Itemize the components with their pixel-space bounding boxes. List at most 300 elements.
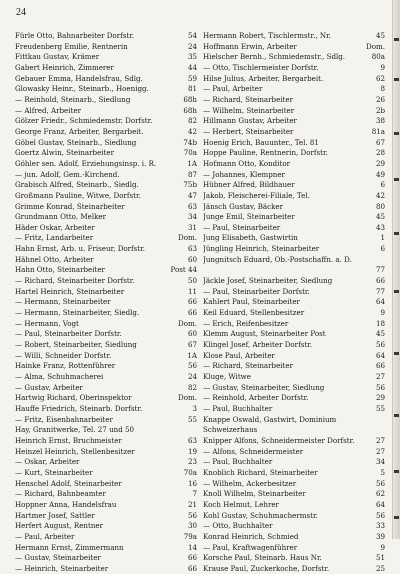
directory-entry: [203, 159, 385, 170]
entry-house-number: 49: [375, 169, 385, 179]
entry-name: — Robert, Steinarbeiter, Siedlung: [15, 340, 137, 350]
directory-entry: [15, 84, 197, 95]
entry-name: Hoffmann Erwin, Arbeiter: [203, 41, 297, 51]
entry-house-number: 80: [375, 201, 385, 211]
entry-name: — Reinhold, Steinarb., Siedlung: [15, 94, 131, 104]
edge-mark: [394, 78, 399, 81]
entry-name: — Alfons, Schneidermeister: [203, 446, 304, 456]
directory-entry: [15, 287, 197, 298]
entry-name: — Richard, Steinarbeiter Dorfstr.: [15, 276, 135, 286]
entry-house-number: 81: [187, 84, 197, 94]
entry-name: Glowasky Heinr., Steinarb., Hoenigg.: [15, 84, 149, 94]
directory-entry: [203, 553, 385, 564]
entry-name: — Gustav, Arbeiter: [15, 382, 83, 392]
entry-name: Gebauer Emma, Handelsfrau, Sdlg.: [15, 73, 143, 83]
entry-name: Hoenig Erich, Bauunter., Tel. 81: [203, 137, 319, 147]
directory-entry: [203, 276, 385, 287]
edge-mark: [394, 132, 399, 135]
entry-house-number: 31: [187, 222, 197, 232]
entry-house-number: 60: [187, 329, 197, 339]
entry-house-number: 55: [375, 403, 385, 413]
entry-name: Grimme Konrad, Steinarbeiter: [15, 201, 125, 211]
directory-entry: [203, 521, 385, 532]
entry-name: Korsche Paul, Steinarb. Haus Nr.: [203, 553, 322, 563]
directory-entry: [15, 457, 197, 468]
entry-name: — Willi, Schneider Dorfstr.: [15, 350, 112, 360]
entry-name: Klemm August, Steinarbeiter Post: [203, 329, 326, 339]
entry-house-number: Dom.: [366, 41, 385, 51]
directory-entry: [15, 319, 197, 330]
entry-name: Knoll Wilhelm, Steinarbeiter: [203, 489, 306, 499]
entry-name: — Alfred, Arbeiter: [15, 105, 81, 115]
entry-house-number: 5: [380, 467, 385, 477]
directory-entry: [203, 42, 385, 53]
directory-entry: [15, 436, 197, 447]
directory-entry: [15, 95, 197, 106]
entry-house-number: 21: [187, 499, 197, 509]
edge-mark: [394, 352, 399, 355]
entry-house-number: 24: [187, 372, 197, 381]
directory-entry: [203, 138, 385, 149]
entry-name: Schweizerhaus: [203, 425, 258, 435]
right-column: [203, 31, 385, 574]
entry-house-number: 14: [187, 542, 197, 552]
entry-name: — Richard, Steinarbeiter: [203, 94, 293, 104]
entry-house-number: 1: [380, 233, 385, 243]
directory-entry: [15, 148, 197, 159]
directory-entry: [15, 351, 197, 362]
entry-name: Jänsch Gustav, Bäcker: [203, 201, 284, 211]
entry-house-number: 38: [375, 116, 385, 126]
directory-entry: [15, 74, 197, 85]
directory-entry: [203, 543, 385, 554]
directory-entry: [203, 244, 385, 255]
directory-entry: [203, 297, 385, 308]
entry-house-number: 66: [187, 563, 197, 573]
entry-name: — Otto, Buchhalter: [203, 521, 273, 531]
directory-entry: [15, 52, 197, 63]
directory-entry: [203, 116, 385, 127]
entry-name: Kohl Gustav, Schuhmachermstr.: [203, 510, 318, 520]
entry-house-number: 29: [375, 158, 385, 168]
entry-house-number: 42: [187, 126, 197, 136]
entry-house-number: 56: [375, 340, 385, 350]
entry-house-number: 68h: [183, 105, 197, 115]
directory-entry: [15, 265, 197, 276]
entry-house-number: 68h: [183, 94, 197, 104]
entry-name: Gölzer Friedr., Schmiedemstr. Dorfstr.: [15, 116, 153, 126]
directory-entry: [203, 500, 385, 511]
directory-entry: [203, 436, 385, 447]
edge-mark: [394, 470, 399, 473]
directory-entry: [15, 415, 197, 426]
entry-house-number: 77: [375, 265, 385, 275]
entry-name: Hillmann Gustav, Arbeiter: [203, 116, 297, 126]
entry-name: Knoblich Richard, Steinarbeiter: [203, 467, 318, 477]
directory-entry: [15, 170, 197, 181]
directory-entry: [203, 84, 385, 95]
directory-entry: [203, 106, 385, 117]
directory-entry: [15, 63, 197, 74]
entry-name: Göbel Gustav, Steinarb., Siedlung: [15, 137, 137, 147]
directory-entry: [15, 159, 197, 170]
directory-entry: [15, 479, 197, 490]
directory-entry: [15, 500, 197, 511]
directory-entry: [203, 212, 385, 223]
directory-entry: [15, 393, 197, 404]
directory-entry: [203, 52, 385, 63]
entry-house-number: Dom.: [178, 233, 197, 243]
directory-entry: [203, 447, 385, 458]
entry-house-number: 28: [375, 148, 385, 158]
entry-name: — Hermann, Steinarbeiter: [15, 297, 111, 307]
entry-house-number: 56: [375, 478, 385, 488]
entry-house-number: 66: [187, 553, 197, 563]
entry-house-number: 33: [375, 521, 385, 531]
directory-entry: [203, 95, 385, 106]
entry-house-number: 18: [375, 318, 385, 328]
directory-entry: [15, 191, 197, 202]
directory-entry: [203, 415, 385, 426]
entry-house-number: 75b: [183, 180, 197, 190]
entry-name: Klose Paul, Arbeiter: [203, 350, 275, 360]
entry-house-number: 63: [187, 201, 197, 211]
directory-entry: [15, 532, 197, 543]
entry-name: Hermann Robert, Tischlermstr., Nr.: [203, 31, 331, 40]
entry-house-number: 29: [375, 393, 385, 403]
entry-house-number: 2b: [375, 105, 385, 115]
entry-house-number: [382, 255, 385, 266]
entry-house-number: 66: [375, 276, 385, 286]
entry-name: Knipper Alfons, Schneidermeister Dorfstr.: [203, 435, 355, 445]
entry-name: Koch Helmut, Lehrer: [203, 499, 279, 509]
entry-name: Hay, Granitwerke, Tel. 27 und 50: [15, 425, 135, 435]
entry-name: Hahn Otto, Steinarbeiter: [15, 265, 105, 275]
directory-entry: [203, 202, 385, 213]
entry-house-number: 55: [187, 414, 197, 424]
directory-entry: [203, 372, 385, 383]
directory-entry: [15, 233, 197, 244]
entry-name: Fittkau Gustav, Krämer: [15, 52, 100, 62]
directory-entry: [15, 127, 197, 138]
edge-mark: [394, 38, 399, 41]
entry-name: Hartmer Josef, Sattler: [15, 510, 95, 520]
entry-house-number: 60: [187, 254, 197, 264]
directory-entry: [203, 127, 385, 138]
entry-name: Hübner Alfred, Bildhauer: [203, 180, 295, 190]
entry-house-number: 25: [375, 563, 385, 573]
edge-mark: [394, 516, 399, 519]
directory-entry: [15, 511, 197, 522]
entry-name: — Paul, Steinarbeiter Dorfstr.: [203, 286, 310, 296]
entry-house-number: 82: [187, 116, 197, 126]
entry-name: Hartwig Richard, Oberinspektor: [15, 393, 132, 403]
entry-name: Henschel Adolf, Steinarbeiter: [15, 478, 122, 488]
entry-house-number: 51: [375, 553, 385, 563]
entry-name: — Paul, Steinarbeiter Dorfstr.: [15, 329, 122, 339]
entry-name: Knappe Oswald, Gastwirt, Dominium: [203, 414, 337, 424]
entry-name: Heinzel Heinrich, Stellenbesitzer: [15, 446, 135, 456]
directory-entry: [203, 457, 385, 468]
entry-house-number: 70a: [183, 148, 197, 158]
directory-entry: [203, 74, 385, 85]
directory-entry: [15, 553, 197, 564]
entry-name: — Paul, Steinarbeiter: [203, 222, 281, 232]
entry-house-number: 45: [375, 31, 385, 40]
entry-house-number: [194, 425, 197, 436]
directory-entry: [15, 138, 197, 149]
entry-house-number: Dom.: [178, 393, 197, 403]
entry-house-number: 42: [375, 190, 385, 200]
directory-entry: [203, 489, 385, 500]
entry-house-number: 81a: [371, 126, 385, 136]
entry-name: Hoppner Anna, Handelsfrau: [15, 499, 117, 509]
directory-entry: [203, 148, 385, 159]
adjacent-page-edge: [392, 0, 400, 539]
directory-entry: [203, 383, 385, 394]
entry-name: — Paul, Kraftwagenführer: [203, 542, 298, 552]
directory-entry: [15, 543, 197, 554]
directory-entry: [15, 489, 197, 500]
entry-house-number: 62: [375, 489, 385, 499]
entry-name: — Paul, Arbeiter: [15, 531, 75, 541]
edge-mark: [394, 178, 399, 181]
entry-name: Hilse Julius, Arbeiter, Bergarbeit.: [203, 73, 324, 83]
directory-entry: [15, 308, 197, 319]
entry-name: Hähnel Otto, Arbeiter: [15, 254, 94, 264]
entry-name: Hainke Franz, Rottenführer: [15, 361, 116, 371]
entry-name: Jüngling Heinrich, Steinarbeiter: [203, 244, 320, 254]
entry-name: Junge Emil, Steinarbeiter: [203, 212, 295, 222]
directory-entry: [15, 42, 197, 53]
directory-entry: [203, 180, 385, 191]
entry-name: Hoppe Pauline, Rentnerin, Dorfstr.: [203, 148, 328, 158]
directory-entry: [203, 191, 385, 202]
entry-name: — Wilhelm, Ackerbesitzer: [203, 478, 297, 488]
entry-name: — Kurt, Steinarbeiter: [15, 467, 93, 477]
entry-house-number: 47: [187, 190, 197, 200]
entry-house-number: 45: [375, 329, 385, 339]
entry-name: Hartel Heinrich, Steinarbeiter: [15, 286, 125, 296]
entry-house-number: 1A: [187, 350, 197, 360]
entry-house-number: 27: [375, 435, 385, 445]
entry-house-number: 6: [380, 180, 385, 190]
entry-name: Kahlert Paul, Steinarbeiter: [203, 297, 300, 307]
directory-entry: [203, 287, 385, 298]
directory-entry: [15, 106, 197, 117]
entry-house-number: 19: [187, 446, 197, 456]
directory-entry: [203, 351, 385, 362]
left-column: [15, 31, 197, 574]
directory-entry: [203, 308, 385, 319]
edge-mark: [394, 232, 399, 235]
entry-house-number: 63: [187, 435, 197, 445]
directory-entry: [203, 479, 385, 490]
entry-house-number: 44: [187, 62, 197, 72]
entry-name: George Franz, Arbeiter, Bergarbeit.: [15, 126, 144, 136]
directory-entry: [15, 276, 197, 287]
directory-entry: [203, 63, 385, 74]
entry-name: — Heinrich, Steinarbeiter: [15, 563, 109, 573]
entry-house-number: 9: [380, 62, 385, 72]
entry-name: Herfert August, Rentner: [15, 521, 104, 531]
entry-name: Göhler sen. Adolf, Erziehungsinsp. i. R.: [15, 158, 157, 168]
entry-house-number: 9: [380, 542, 385, 552]
entry-house-number: 64: [375, 499, 385, 509]
entry-name: Hermann Ernst, Zimmermann: [15, 542, 124, 552]
entry-name: Fürle Otto, Bahnarbeiter Dorfstr.: [15, 31, 135, 40]
directory-entry: [203, 393, 385, 404]
entry-name: Konrad Heinrich, Schmied: [203, 531, 299, 541]
entry-name: — jun. Adolf, Gem.-Kirchend.: [15, 169, 120, 179]
entry-house-number: 43: [375, 222, 385, 232]
entry-house-number: 64: [375, 350, 385, 360]
directory-entry: [15, 31, 197, 42]
entry-name: Gabert Heinrich, Zimmerer: [15, 62, 114, 72]
directory-entry: [203, 564, 385, 574]
entry-house-number: 30: [187, 521, 197, 531]
entry-house-number: 79a: [183, 531, 197, 541]
entry-house-number: 67: [375, 137, 385, 147]
directory-entry: [15, 223, 197, 234]
entry-house-number: [382, 425, 385, 436]
entry-name: Hofmann Otto, Konditor: [203, 158, 290, 168]
entry-house-number: 80a: [371, 52, 385, 62]
directory-entry: [203, 31, 385, 42]
entry-name: — Richard, Bahnbeamter: [15, 489, 106, 499]
directory-entry: [203, 170, 385, 181]
directory-entry: [203, 532, 385, 543]
directory-entry: [203, 404, 385, 415]
entry-house-number: 67: [187, 340, 197, 350]
entry-name: — Johannes, Klempner: [203, 169, 285, 179]
directory-entry: [15, 244, 197, 255]
entry-house-number: 54: [187, 31, 197, 40]
entry-name: — Hermann, Steinarbeiter, Siedlg.: [15, 308, 140, 318]
directory-entry: [15, 425, 197, 436]
entry-house-number: 56: [187, 361, 197, 371]
entry-house-number: [382, 415, 385, 426]
entry-house-number: 39: [375, 531, 385, 541]
entry-house-number: 56: [187, 510, 197, 520]
entry-name: — Gustav, Steinarbeiter: [15, 553, 101, 563]
entry-name: Grundmann Otto, Melker: [15, 212, 106, 222]
directory-entry: [203, 511, 385, 522]
entry-name: — Erich, Reifenbesitzer: [203, 318, 289, 328]
entry-name: — Reinhold, Arbeiter Dorfstr.: [203, 393, 309, 403]
directory-entry: [15, 468, 197, 479]
directory-entry: [15, 340, 197, 351]
entry-house-number: 66: [187, 308, 197, 318]
entry-house-number: 24: [187, 41, 197, 51]
entry-name: — Alma, Schuhmacherei: [15, 372, 104, 381]
directory-entry: [15, 297, 197, 308]
entry-house-number: 82: [187, 382, 197, 392]
entry-name: Hauffe Friedrich, Steinarb. Dorfstr.: [15, 403, 143, 413]
directory-entry: [203, 468, 385, 479]
entry-name: — Richard, Steinarbeiter: [203, 361, 293, 371]
directory-entry: [15, 212, 197, 223]
directory-entry: [203, 361, 385, 372]
entry-house-number: 45: [375, 212, 385, 222]
entry-house-number: 87: [187, 169, 197, 179]
entry-name: — Gustav, Steinarbeiter, Siedlung: [203, 382, 325, 392]
entry-name: Jungnitsch Eduard, Ob.-Postschaffn. a. D.: [203, 254, 352, 264]
entry-house-number: Post 44: [170, 265, 197, 275]
entry-name: Häder Oskar, Arbeiter: [15, 222, 95, 232]
entry-house-number: 56: [375, 382, 385, 392]
entry-house-number: 7: [192, 489, 197, 499]
directory-entry: [15, 361, 197, 372]
entry-name: Großmann Pauline, Witwe, Dorfstr.: [15, 190, 141, 200]
entry-name: Keil Eduard, Stellenbesitzer: [203, 308, 305, 318]
entry-name: Jäckle Josef, Steinarbeiter, Siedlung: [203, 276, 333, 286]
edge-mark: [394, 414, 399, 417]
entry-house-number: 11: [187, 286, 197, 296]
directory-entry: [15, 383, 197, 394]
entry-name: — Wilhelm, Steinarbeiter: [203, 105, 295, 115]
entry-house-number: 27: [375, 372, 385, 381]
entry-house-number: 9: [380, 308, 385, 318]
entry-house-number: 34: [187, 212, 197, 222]
entry-name: — Fritz, Landarbeiter: [15, 233, 94, 243]
entry-house-number: 77: [375, 286, 385, 296]
directory-entry: [203, 329, 385, 340]
directory-entry: [15, 180, 197, 191]
entry-name: — Oskar, Arbeiter: [15, 457, 80, 467]
entry-house-number: 34: [375, 457, 385, 467]
directory-entry: [203, 340, 385, 351]
entry-name: — Paul, Arbeiter: [203, 84, 263, 94]
entry-house-number: 66: [375, 361, 385, 371]
directory-entry: [15, 564, 197, 574]
entry-house-number: 59: [187, 73, 197, 83]
directory-entry: [15, 372, 197, 383]
entry-name: — Otto, Tischlermeister Dorfstr.: [203, 62, 319, 72]
entry-name: — Herbert, Steinarbeiter: [203, 126, 294, 136]
directory-entry: [15, 202, 197, 213]
entry-name: — Fritz, Eisenbahnarbeiter: [15, 414, 113, 424]
entry-house-number: 64: [375, 297, 385, 307]
edge-mark: [394, 290, 399, 293]
entry-house-number: 35: [187, 52, 197, 62]
entry-house-number: 50: [187, 276, 197, 286]
directory-entry: [15, 404, 197, 415]
entry-house-number: 1A: [187, 158, 197, 168]
entry-name: Goertz Alwin, Steinarbeiter: [15, 148, 114, 158]
entry-house-number: 16: [187, 478, 197, 488]
entry-name: Klingel Josef, Arbeiter Dorfstr.: [203, 340, 313, 350]
entry-name: Freudenberg Emilie, Rentnerin: [15, 41, 128, 51]
entry-name: Jung Elisabeth, Gastwirtin: [203, 233, 298, 243]
directory-entry: [203, 319, 385, 330]
entry-name: [203, 265, 373, 276]
directory-entry: [15, 447, 197, 458]
entry-name: — Paul, Buchhalter: [203, 457, 273, 467]
entry-house-number: 66: [187, 297, 197, 307]
directory-entry: [203, 223, 385, 234]
directory-entry: [203, 255, 385, 266]
entry-name: Grabisch Alfred, Steinarb., Siedlg.: [15, 180, 139, 190]
directory-entry: [15, 329, 197, 340]
entry-house-number: 8: [380, 84, 385, 94]
entry-house-number: 3: [192, 403, 197, 413]
directory-entry: [15, 255, 197, 266]
entry-name: — Paul, Buchhalter: [203, 403, 273, 413]
entry-house-number: 27: [375, 446, 385, 456]
entry-name: Hahn Ernst, Arb. u. Friseur, Dorfstr.: [15, 244, 146, 254]
directory-entry: [203, 425, 385, 436]
